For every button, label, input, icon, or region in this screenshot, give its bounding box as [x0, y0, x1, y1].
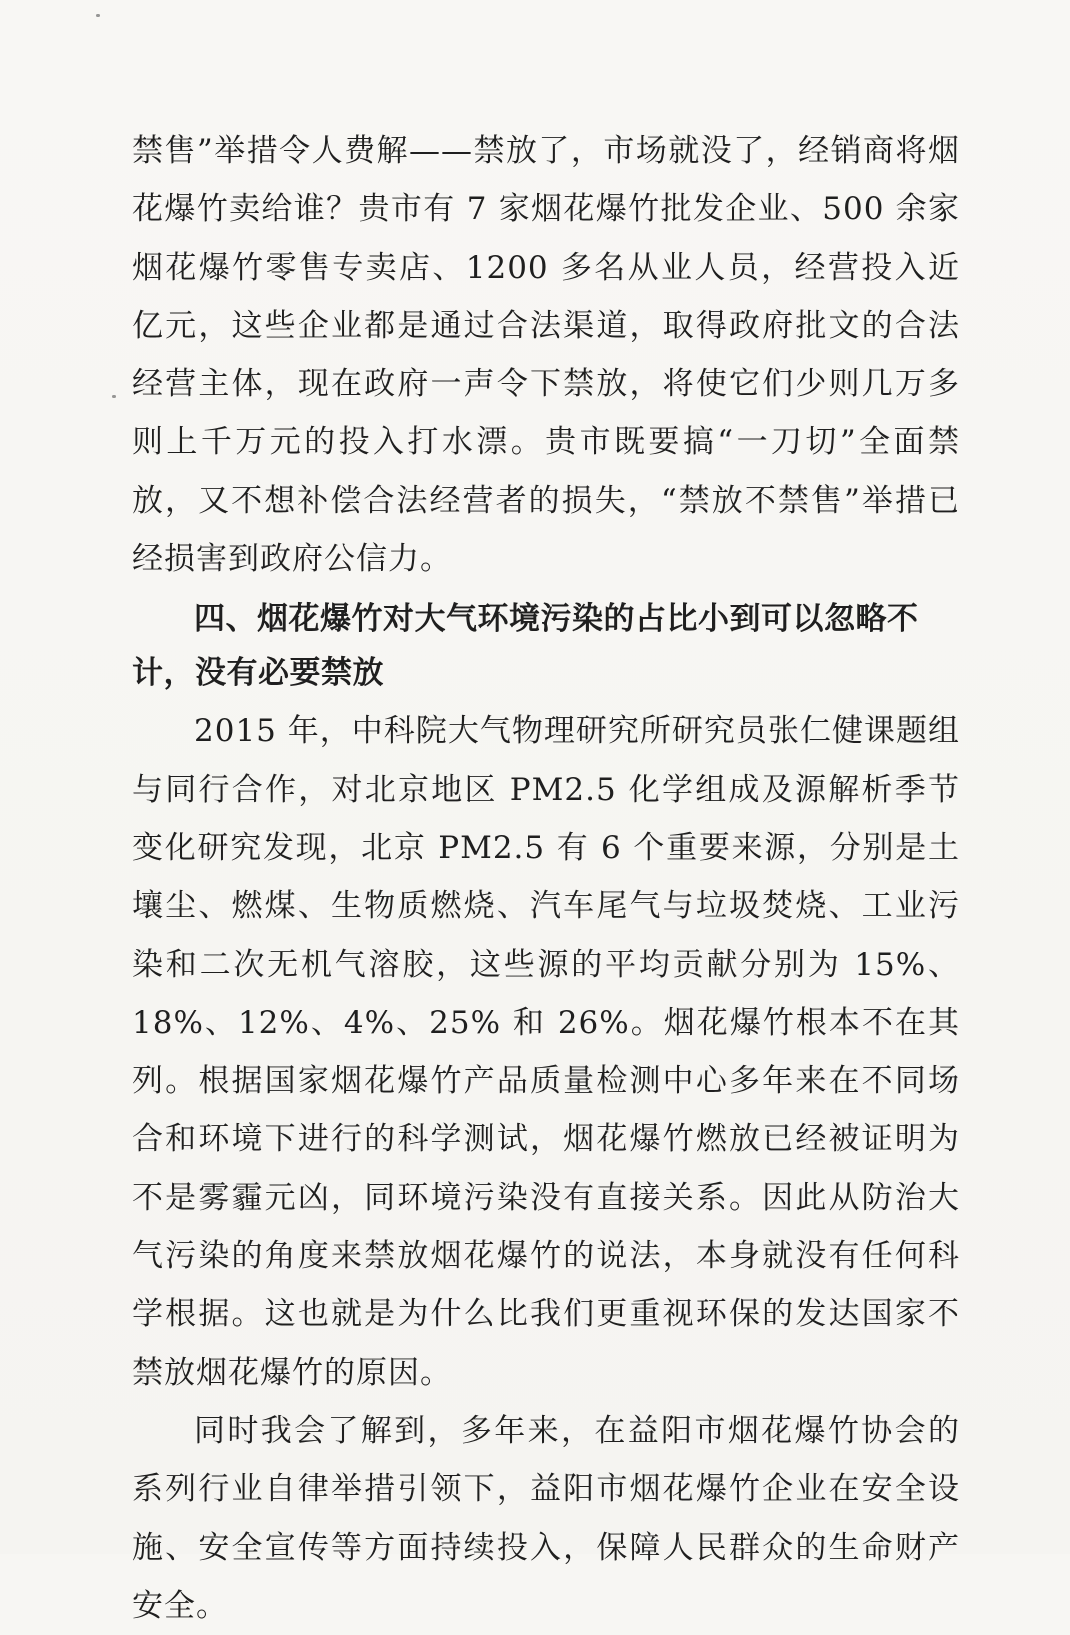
paragraph-pm25-sources: 2015 年，中科院大气物理研究所研究员张仁健课题组与同行合作，对北京地区 PM2.5 化学组成及源解析季节变化研究发现，北京 PM2.5 有 6 个重要来源，分别是土壤尘、燃煤、生物质燃烧、汽车尾气与垃圾焚烧、工业污染和二次无机气溶胶，这些源的平均贡献分别为 15%、18%、12%、4%、25% 和 26%。烟花爆竹根本不在其列。根据国家烟花爆竹产品质量检测中心多年来在不同场合和环境下进行的科学测试，烟花爆竹燃放已经被证明为不是雾霾元凶，同环境污染没有直接关系。因此从防治大气污染的角度来禁放烟花爆竹的说法，本身就没有任何科学根据。这也就是为什么比我们更重视环保的发达国家不禁放烟花爆竹的原因。 [132, 713, 960, 1391]
paragraph-industry-self-regulation: 同时我会了解到，多年来，在益阳市烟花爆竹协会的系列行业自律举措引领下，益阳市烟花爆竹企业在安全设施、安全宣传等方面持续投入，保障人民群众的生命财产安全。 [132, 1412, 960, 1624]
scan-speck [112, 395, 116, 398]
paragraph-continuation: 禁售”举措令人费解——禁放了，市场就没了，经销商将烟花爆竹卖给谁？贵市有 7 家烟花爆竹批发企业、500 余家烟花爆竹零售专卖店、1200 多名从业人员，经营投入近亿元，这些企业都是通过合法渠道，取得政府批文的合法经营主体，现在政府一声令下禁放，将使它们少则几万多则上千万元的投入打水漂。贵市既要搞“一刀切”全面禁放，又不想补偿合法经营者的损失，“禁放不禁售”举措已经损害到政府公信力。 [132, 133, 960, 578]
document-body [132, 122, 960, 1635]
scan-speck [96, 14, 100, 17]
section-heading: 四、烟花爆竹对大气环境污染的占比小到可以忽略不计，没有必要禁放 [132, 601, 919, 692]
